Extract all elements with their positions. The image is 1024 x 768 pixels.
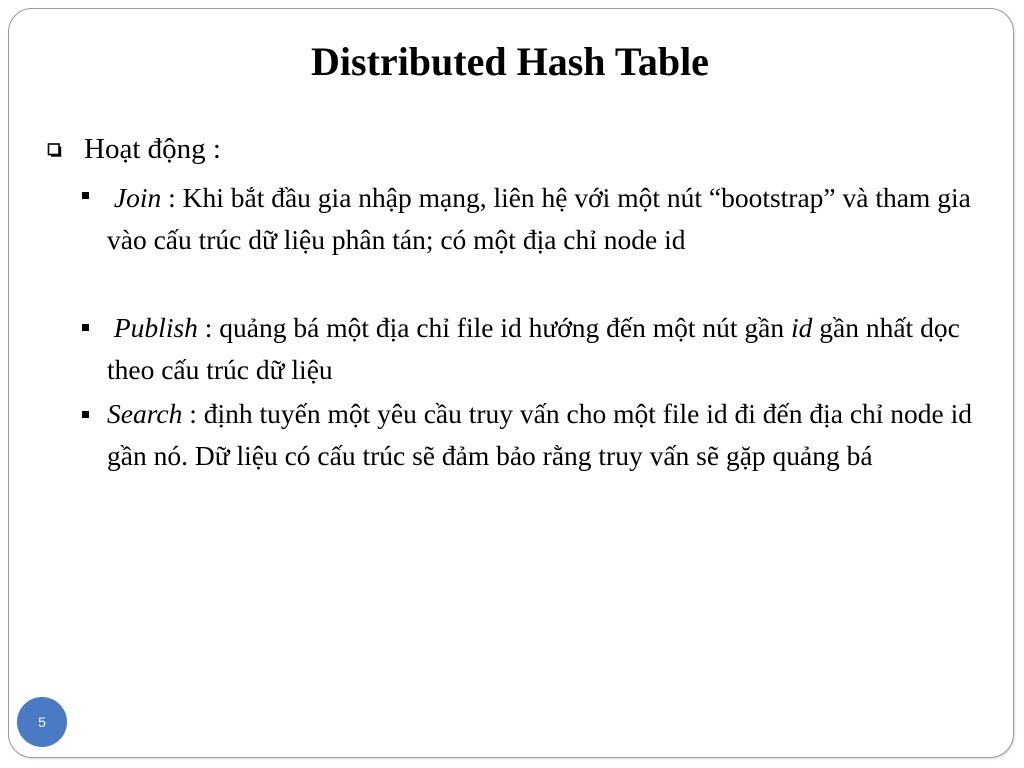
item-term: Publish	[113, 312, 198, 343]
list-item-search	[107, 393, 997, 476]
item-text: : Khi bắt đầu gia nhập mạng, liên hệ với một nút “bootstrap” và tham gia vào cấu trúc dữ liệu phân tán; có một địa chỉ node id	[107, 182, 971, 255]
list-item-publish	[107, 307, 997, 390]
list-item-join	[107, 177, 997, 260]
item-text-continued: gần nhất dọc theo cấu trúc dữ liệu	[107, 312, 960, 385]
checkbox-icon	[46, 140, 63, 157]
slide-title: Distributed Hash Table	[311, 39, 709, 84]
item-text: : quảng bá một địa chỉ file id hướng đến một nút gần	[197, 312, 791, 343]
section-label: Hoạt động :	[84, 133, 221, 165]
item-term: Join	[113, 182, 162, 213]
bullet-icon	[82, 192, 89, 199]
bullet-icon	[82, 411, 89, 418]
item-text: : định tuyến một yêu cầu truy vấn cho một file id đi đến địa chỉ node id gần nó. Dữ liệu có cấu trúc sẽ đảm bảo rằng truy vấn sẽ gặp quảng bá	[107, 398, 973, 471]
bullet-icon	[82, 324, 89, 331]
page-number-badge: 5	[17, 697, 67, 747]
item-term: Search	[107, 398, 183, 429]
item-term-id: id	[791, 312, 813, 343]
